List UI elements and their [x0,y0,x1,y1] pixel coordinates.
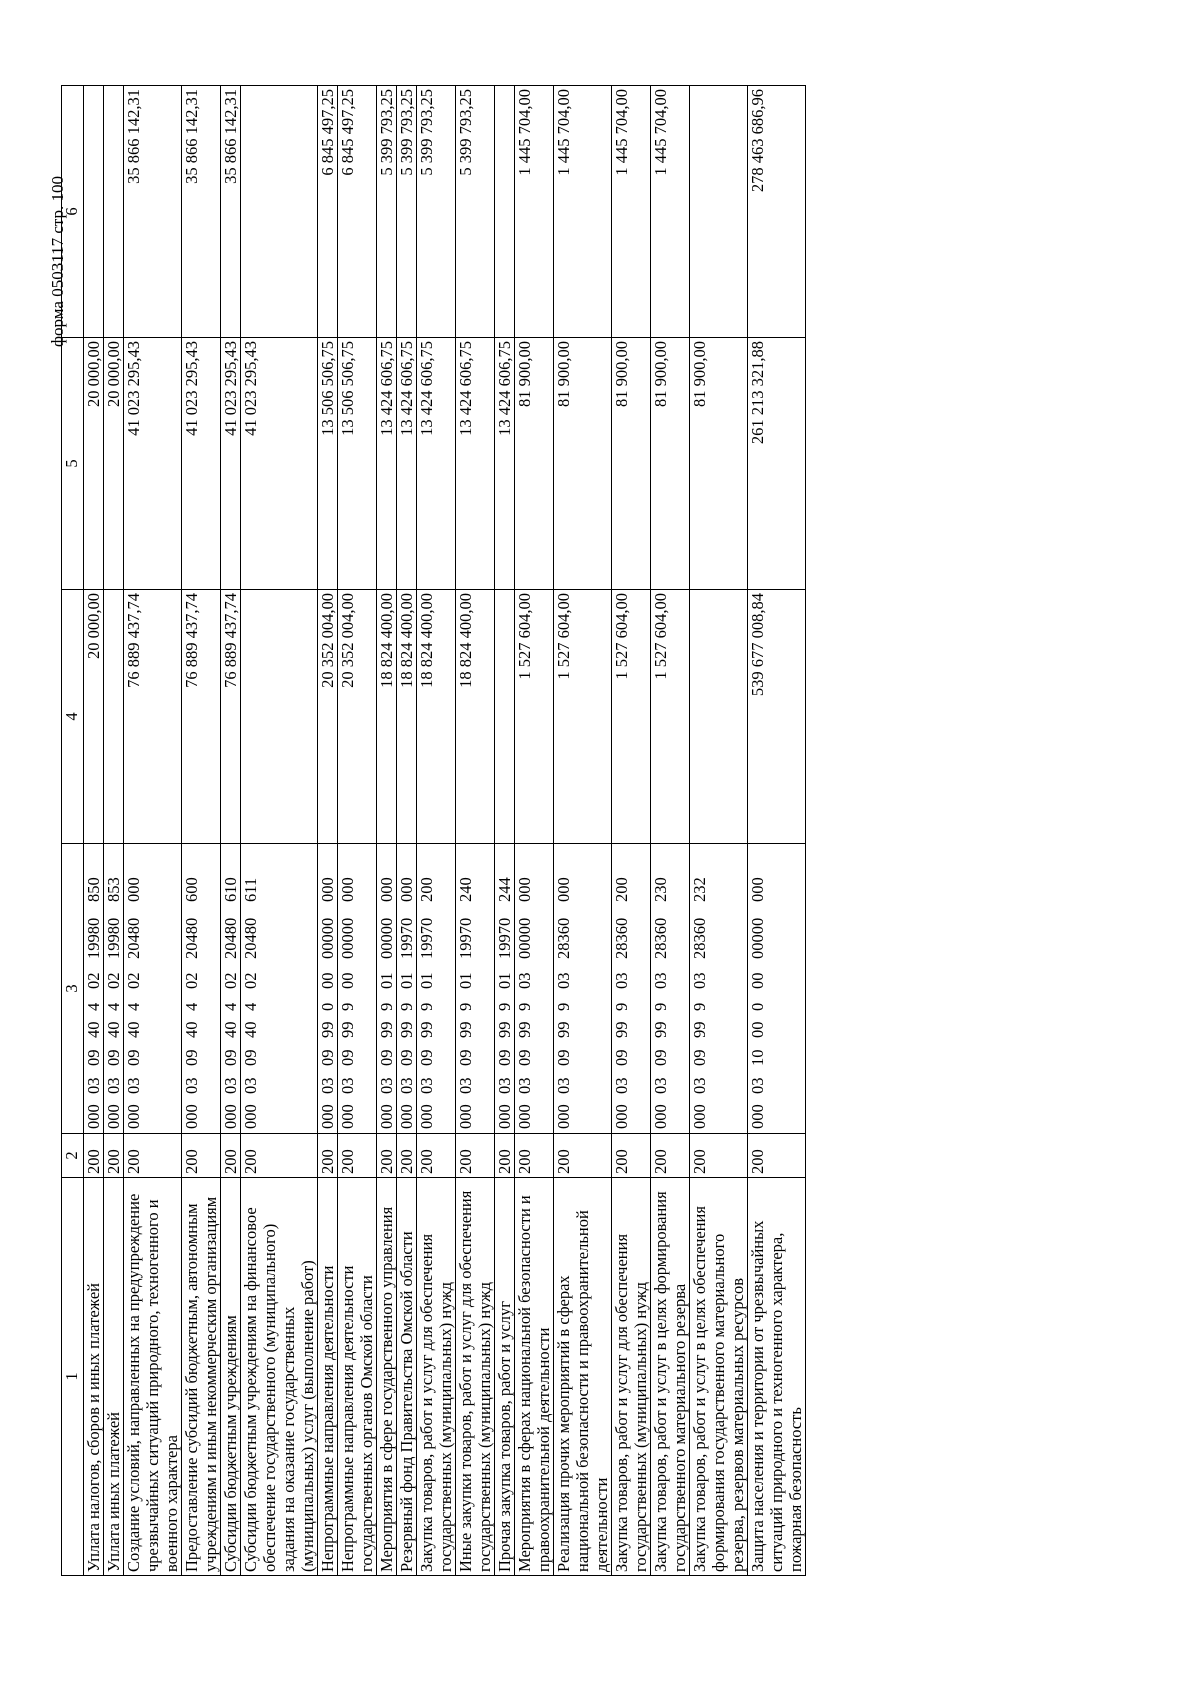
row-amount-col5: 20 000,00 [84,338,104,590]
row-amount-col5: 13 424 606,75 [495,338,515,590]
row-classification-code [690,844,748,1134]
code-segment: 03 [495,1077,514,1094]
code-segment: 9 [377,1002,396,1011]
row-line-code: 200 [377,1134,397,1178]
table-row [748,86,806,1576]
table-row [515,86,554,1576]
code-segment: 40 [84,1021,103,1038]
row-classification-code [417,844,456,1134]
code-segment: 9 [690,1002,709,1011]
code-segment: 09 [554,1049,573,1066]
code-segment: 610 [221,877,240,902]
code-segment: 99 [397,1021,416,1038]
row-name: Иные закупки товаров, работ и услуг для обеспечения государственных (муниципальных) нужд [456,1178,495,1576]
row-line-code: 200 [495,1134,515,1178]
row-name: Непрограммные направления деятельности [318,1178,338,1576]
row-line-code: 200 [748,1134,806,1178]
code-segment: 00 [318,972,337,989]
code-segment: 99 [690,1021,709,1038]
row-classification-code [104,844,124,1134]
code-segment: 611 [241,877,260,902]
row-amount-col5: 261 213 321,88 [748,338,806,590]
code-segment: 000 [241,1104,260,1129]
code-segment: 244 [495,877,514,902]
code-segment: 28360 [651,917,670,959]
row-amount-col4 [495,590,515,844]
row-classification-code [456,844,495,1134]
code-segment: 000 [221,1104,240,1129]
row-name: Закупка товаров, работ и услуг в целях обеспечения формирования государственного материального резерва, резервов материальных ресурсов [690,1178,748,1576]
code-segment: 99 [338,1021,357,1038]
code-segment: 01 [377,972,396,989]
code-segment: 02 [104,972,123,989]
code-segment: 00000 [318,917,337,959]
code-segment: 03 [182,1077,201,1094]
row-classification-code [221,844,241,1134]
code-segment: 03 [515,972,534,989]
row-classification-code [748,844,806,1134]
row-amount-col5: 13 506 506,75 [338,338,377,590]
code-segment: 19980 [84,917,103,959]
code-segment: 230 [651,877,670,902]
row-amount-col6 [241,86,318,338]
code-segment: 03 [84,1077,103,1094]
code-segment: 20480 [124,917,143,959]
code-segment: 09 [495,1049,514,1066]
table-row [241,86,318,1576]
row-amount-col6: 5 399 793,25 [377,86,397,338]
form-caption: форма 0503117 стр. 100 [48,176,67,347]
row-line-code: 200 [651,1134,690,1178]
code-segment: 000 [124,877,143,902]
code-segment: 99 [495,1021,514,1038]
row-amount-col4: 18 824 400,00 [397,590,417,844]
code-segment: 10 [748,1049,767,1066]
row-amount-col5: 81 900,00 [515,338,554,590]
code-segment: 09 [221,1049,240,1066]
code-segment: 9 [495,1002,514,1011]
code-segment: 4 [241,1002,260,1011]
row-amount-col5: 81 900,00 [690,338,748,590]
row-name: Субсидии бюджетным учреждениям [221,1178,241,1576]
code-segment: 000 [554,1104,573,1129]
row-amount-col4 [104,590,124,844]
column-header: 1 [62,1178,84,1576]
code-segment: 03 [241,1077,260,1094]
code-segment: 000 [651,1104,670,1129]
table-row [182,86,221,1576]
row-line-code: 200 [338,1134,377,1178]
row-amount-col5: 81 900,00 [651,338,690,590]
code-segment: 9 [515,1002,534,1011]
code-segment: 00 [748,972,767,989]
code-segment: 000 [377,1104,396,1129]
code-segment: 000 [612,1104,631,1129]
row-amount-col6 [104,86,124,338]
code-segment: 28360 [554,917,573,959]
row-classification-code [397,844,417,1134]
row-name: Мероприятия в сфере государственного управления [377,1178,397,1576]
code-segment: 20480 [221,917,240,959]
row-amount-col4: 76 889 437,74 [221,590,241,844]
row-amount-col5: 13 424 606,75 [397,338,417,590]
code-segment: 28360 [690,917,709,959]
code-segment: 000 [397,877,416,902]
row-amount-col5: 41 023 295,43 [182,338,221,590]
row-classification-code [84,844,104,1134]
row-line-code: 200 [612,1134,651,1178]
row-name: Мероприятия в сферах национальной безопасности и правоохранительной деятельности [515,1178,554,1576]
row-amount-col6: 35 866 142,31 [124,86,182,338]
row-classification-code [515,844,554,1134]
code-segment: 03 [417,1077,436,1094]
code-segment: 03 [748,1077,767,1094]
row-amount-col4: 20 352 004,00 [338,590,377,844]
code-segment: 40 [182,1021,201,1038]
row-classification-code [377,844,397,1134]
code-segment: 232 [690,877,709,902]
code-segment: 000 [690,1104,709,1129]
code-segment: 9 [554,1002,573,1011]
code-segment: 9 [651,1002,670,1011]
code-segment: 01 [417,972,436,989]
code-segment: 000 [417,1104,436,1129]
code-segment: 01 [456,972,475,989]
column-header: 5 [62,338,84,590]
row-name: Уплата налогов, сборов и иных платежей [84,1178,104,1576]
row-amount-col6 [690,86,748,338]
code-segment: 99 [456,1021,475,1038]
code-segment: 99 [318,1021,337,1038]
row-amount-col5: 13 424 606,75 [377,338,397,590]
code-segment: 03 [221,1077,240,1094]
code-segment: 4 [104,1002,123,1011]
row-amount-col4: 1 527 604,00 [651,590,690,844]
budget-table [61,85,806,1576]
row-line-code: 200 [554,1134,612,1178]
row-amount-col5: 13 424 606,75 [417,338,456,590]
code-segment: 09 [377,1049,396,1066]
code-segment: 03 [124,1077,143,1094]
code-segment: 0 [748,1002,767,1011]
code-segment: 09 [338,1049,357,1066]
code-segment: 000 [377,877,396,902]
code-segment: 03 [690,972,709,989]
code-segment: 0 [318,1002,337,1011]
table-row [651,86,690,1576]
row-amount-col5: 81 900,00 [612,338,651,590]
code-segment: 9 [612,1002,631,1011]
code-segment: 09 [318,1049,337,1066]
code-segment: 09 [124,1049,143,1066]
code-segment: 02 [241,972,260,989]
table-row [495,86,515,1576]
code-segment: 09 [397,1049,416,1066]
row-line-code: 200 [318,1134,338,1178]
row-amount-col5: 13 424 606,75 [456,338,495,590]
row-classification-code [554,844,612,1134]
row-name: Реализация прочих мероприятий в сферах национальной безопасности и правоохранительной деятельности [554,1178,612,1576]
row-amount-col4 [690,590,748,844]
table-row [612,86,651,1576]
table-row [124,86,182,1576]
code-segment: 200 [612,877,631,902]
row-line-code: 200 [84,1134,104,1178]
code-segment: 01 [397,972,416,989]
row-name: Закупка товаров, работ и услуг в целях формирования государственного материального резерва [651,1178,690,1576]
row-amount-col6 [84,86,104,338]
code-segment: 200 [417,877,436,902]
code-segment: 000 [338,877,357,902]
row-name: Закупка товаров, работ и услуг для обеспечения государственных (муниципальных) нужд [417,1178,456,1576]
row-name: Создание условий, направленных на предупреждение чрезвычайных ситуаций природного, техногенного и военного характера [124,1178,182,1576]
code-segment: 000 [748,877,767,902]
code-segment: 03 [338,1077,357,1094]
code-segment: 000 [515,1104,534,1129]
row-amount-col4 [241,590,318,844]
code-segment: 000 [104,1104,123,1129]
code-segment: 09 [182,1049,201,1066]
code-segment: 03 [651,972,670,989]
row-amount-col5: 20 000,00 [104,338,124,590]
row-amount-col6: 5 399 793,25 [417,86,456,338]
row-name: Уплата иных платежей [104,1178,124,1576]
row-classification-code [318,844,338,1134]
row-line-code: 200 [124,1134,182,1178]
code-segment: 01 [495,972,514,989]
code-segment: 19970 [456,917,475,959]
code-segment: 000 [495,1104,514,1129]
column-header: 3 [62,844,84,1134]
row-amount-col5: 41 023 295,43 [221,338,241,590]
row-classification-code [338,844,377,1134]
code-segment: 000 [748,1104,767,1129]
code-segment: 4 [221,1002,240,1011]
row-classification-code [241,844,318,1134]
code-segment: 000 [318,1104,337,1129]
row-amount-col4: 18 824 400,00 [456,590,495,844]
code-segment: 853 [104,877,123,902]
code-segment: 00000 [338,917,357,959]
row-amount-col6 [495,86,515,338]
table-row [104,86,124,1576]
code-segment: 99 [515,1021,534,1038]
code-segment: 4 [182,1002,201,1011]
row-amount-col6: 5 399 793,25 [456,86,495,338]
code-segment: 03 [515,1077,534,1094]
code-segment: 4 [84,1002,103,1011]
row-amount-col4: 20 352 004,00 [318,590,338,844]
code-segment: 09 [456,1049,475,1066]
table-row [84,86,104,1576]
code-segment: 02 [221,972,240,989]
row-name: Непрограммные направления деятельности государственных органов Омской области [338,1178,377,1576]
table-row [221,86,241,1576]
row-amount-col6: 1 445 704,00 [554,86,612,338]
column-header: 4 [62,590,84,844]
code-segment: 03 [554,1077,573,1094]
row-amount-col4: 1 527 604,00 [612,590,651,844]
row-amount-col4: 20 000,00 [84,590,104,844]
code-segment: 03 [651,1077,670,1094]
code-segment: 02 [124,972,143,989]
code-segment: 000 [124,1104,143,1129]
table-row [554,86,612,1576]
code-segment: 09 [241,1049,260,1066]
code-segment: 19970 [417,917,436,959]
code-segment: 03 [690,1077,709,1094]
row-amount-col6: 1 445 704,00 [651,86,690,338]
code-segment: 000 [456,1104,475,1129]
row-line-code: 200 [221,1134,241,1178]
code-segment: 20480 [182,917,201,959]
row-amount-col5: 13 506 506,75 [318,338,338,590]
row-line-code: 200 [417,1134,456,1178]
row-name: Резервный фонд Правительства Омской области [397,1178,417,1576]
code-segment: 99 [612,1021,631,1038]
row-amount-col5: 81 900,00 [554,338,612,590]
row-line-code: 200 [104,1134,124,1178]
code-segment: 000 [554,877,573,902]
row-amount-col4: 1 527 604,00 [554,590,612,844]
code-segment: 03 [612,972,631,989]
code-segment: 000 [318,877,337,902]
row-classification-code [124,844,182,1134]
code-segment: 00000 [748,917,767,959]
row-amount-col6: 1 445 704,00 [515,86,554,338]
code-segment: 240 [456,877,475,902]
code-segment: 09 [84,1049,103,1066]
code-segment: 03 [612,1077,631,1094]
code-segment: 02 [182,972,201,989]
row-amount-col5: 41 023 295,43 [124,338,182,590]
code-segment: 03 [456,1077,475,1094]
row-amount-col4: 1 527 604,00 [515,590,554,844]
row-amount-col4: 18 824 400,00 [377,590,397,844]
row-classification-code [612,844,651,1134]
code-segment: 000 [397,1104,416,1129]
code-segment: 000 [84,1104,103,1129]
row-line-code: 200 [241,1134,318,1178]
code-segment: 9 [456,1002,475,1011]
code-segment: 09 [515,1049,534,1066]
code-segment: 03 [397,1077,416,1094]
row-line-code: 200 [690,1134,748,1178]
code-segment: 03 [104,1077,123,1094]
row-amount-col6: 35 866 142,31 [221,86,241,338]
code-segment: 40 [124,1021,143,1038]
row-name: Защита населения и территории от чрезвычайных ситуаций природного и техногенного характера, пожарная безопасность [748,1178,806,1576]
code-segment: 00000 [377,917,396,959]
row-classification-code [651,844,690,1134]
code-segment: 09 [690,1049,709,1066]
row-name: Предоставление субсидий бюджетным, автономным учреждениям и иным некоммерческим организациям [182,1178,221,1576]
row-line-code: 200 [456,1134,495,1178]
code-segment: 00000 [515,917,534,959]
code-segment: 000 [182,1104,201,1129]
table-row [456,86,495,1576]
row-amount-col4: 76 889 437,74 [182,590,221,844]
column-header: 2 [62,1134,84,1178]
code-segment: 99 [417,1021,436,1038]
code-segment: 99 [651,1021,670,1038]
row-amount-col6: 35 866 142,31 [182,86,221,338]
code-segment: 99 [554,1021,573,1038]
row-amount-col4: 76 889 437,74 [124,590,182,844]
row-line-code: 200 [515,1134,554,1178]
table-row [338,86,377,1576]
code-segment: 09 [417,1049,436,1066]
row-line-code: 200 [182,1134,221,1178]
table-row [690,86,748,1576]
code-segment: 9 [338,1002,357,1011]
header-row [62,86,84,1576]
code-segment: 9 [417,1002,436,1011]
row-amount-col6: 5 399 793,25 [397,86,417,338]
row-name: Субсидии бюджетным учреждениям на финансовое обеспечение государственного (муниципального) задания на оказание государственных (муниципальных) услуг (выполнение работ) [241,1178,318,1576]
row-amount-col6: 6 845 497,25 [318,86,338,338]
row-name: Закупка товаров, работ и услуг для обеспечения государственных (муниципальных) нужд [612,1178,651,1576]
code-segment: 20480 [241,917,260,959]
row-amount-col6: 6 845 497,25 [338,86,377,338]
code-segment: 03 [554,972,573,989]
code-segment: 000 [515,877,534,902]
row-amount-col6: 1 445 704,00 [612,86,651,338]
code-segment: 600 [182,877,201,902]
code-segment: 09 [651,1049,670,1066]
row-classification-code [495,844,515,1134]
code-segment: 19970 [397,917,416,959]
code-segment: 40 [104,1021,123,1038]
code-segment: 9 [397,1002,416,1011]
code-segment: 02 [84,972,103,989]
row-name: Прочая закупка товаров, работ и услуг [495,1178,515,1576]
code-segment: 40 [241,1021,260,1038]
code-segment: 850 [84,877,103,902]
table-row [417,86,456,1576]
code-segment: 00 [338,972,357,989]
code-segment: 28360 [612,917,631,959]
table-row [318,86,338,1576]
code-segment: 03 [318,1077,337,1094]
code-segment: 03 [377,1077,396,1094]
row-classification-code [182,844,221,1134]
table-row [397,86,417,1576]
code-segment: 19980 [104,917,123,959]
code-segment: 00 [748,1021,767,1038]
code-segment: 99 [377,1021,396,1038]
code-segment: 40 [221,1021,240,1038]
code-segment: 09 [104,1049,123,1066]
code-segment: 19970 [495,917,514,959]
row-amount-col4: 539 677 008,84 [748,590,806,844]
row-amount-col4: 18 824 400,00 [417,590,456,844]
code-segment: 09 [612,1049,631,1066]
column-header: 6 [62,86,84,338]
row-amount-col6: 278 463 686,96 [748,86,806,338]
row-amount-col5: 41 023 295,43 [241,338,318,590]
code-segment: 4 [124,1002,143,1011]
row-line-code: 200 [397,1134,417,1178]
code-segment: 000 [338,1104,357,1129]
table-row [377,86,397,1576]
